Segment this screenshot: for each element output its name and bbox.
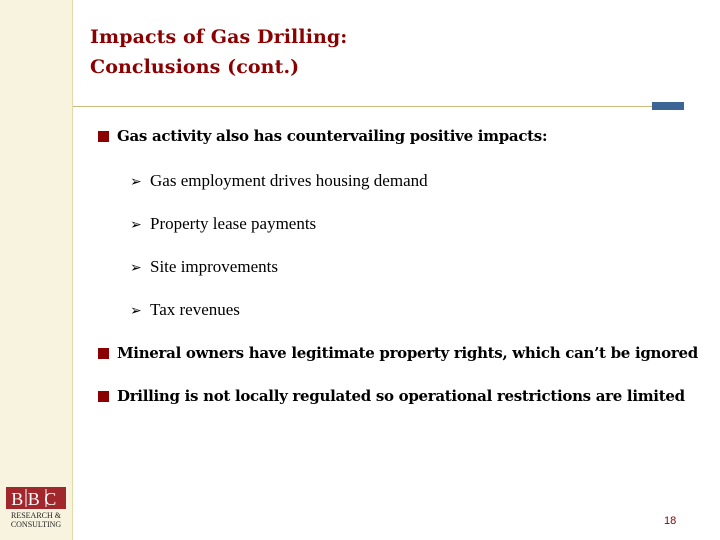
bbc-logo [6, 487, 66, 529]
subbullet-3 [130, 257, 278, 277]
logo-line-3: CONSULTING [10, 520, 62, 529]
left-strip [0, 0, 72, 540]
subbullet-3-text: Site improvements [150, 257, 278, 276]
bullet-1-text: Gas activity also has countervailing positive impacts: [117, 127, 548, 145]
bullet-3 [98, 387, 685, 405]
square-bullet-icon [98, 348, 109, 359]
page-number: 18 [664, 515, 677, 527]
square-bullet-icon [98, 131, 109, 142]
title-divider [73, 106, 652, 107]
arrow-bullet-icon: ➢ [130, 217, 142, 233]
subbullet-1-text: Gas employment drives housing demand [150, 171, 428, 190]
bullet-3-text: Drilling is not locally regulated so operational restrictions are limited [117, 387, 685, 405]
arrow-bullet-icon: ➢ [130, 303, 142, 319]
subbullet-2 [130, 214, 316, 234]
left-strip-rule [72, 0, 73, 540]
subbullet-4 [130, 300, 240, 320]
arrow-bullet-icon: ➢ [130, 174, 142, 190]
subbullet-4-text: Tax revenues [150, 300, 240, 319]
square-bullet-icon [98, 391, 109, 402]
arrow-bullet-icon: ➢ [130, 260, 142, 276]
bullet-1 [98, 127, 547, 145]
title-accent-block [652, 102, 684, 110]
slide-title [90, 22, 347, 82]
subbullet-2-text: Property lease payments [150, 214, 317, 233]
logo-line-1: BBC [11, 489, 61, 509]
logo-line-2: RESEARCH & [10, 511, 62, 520]
bullet-2 [98, 344, 698, 362]
bullet-2-text: Mineral owners have legitimate property rights, which can’t be ignored [117, 344, 698, 362]
subbullet-1 [130, 171, 428, 191]
slide-title-line-1: Impacts of Gas Drilling: [90, 26, 348, 48]
slide-title-line-2: Conclusions (cont.) [90, 56, 300, 78]
